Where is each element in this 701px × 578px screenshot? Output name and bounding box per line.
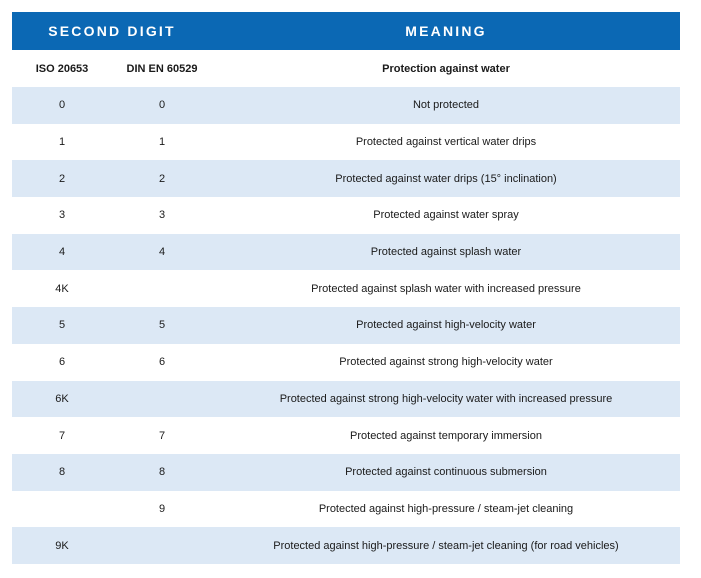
table-row <box>12 87 680 124</box>
din-cell: 5 <box>158 319 166 332</box>
table-row <box>12 527 680 564</box>
table-row <box>12 270 680 307</box>
iso-cell: 3 <box>58 209 66 222</box>
iso-cell: 9K <box>55 539 69 552</box>
iso-cell: 2 <box>58 172 66 185</box>
meaning-cell: Protected against splash water <box>370 246 522 259</box>
table-row <box>12 307 680 344</box>
meaning-cell: Not protected <box>412 99 480 112</box>
table-row <box>12 417 680 454</box>
iso-cell: 6K <box>55 392 69 405</box>
table-row <box>12 454 680 491</box>
table-row <box>12 344 680 381</box>
meaning-cell: Protected against temporary immersion <box>350 429 542 442</box>
din-cell: 9 <box>158 502 166 515</box>
iso-cell: 6 <box>58 356 66 369</box>
din-cell: 4 <box>158 246 166 259</box>
iso-column-label: ISO 20653 <box>35 62 89 75</box>
column-subheader <box>12 50 680 87</box>
table-row <box>12 124 680 161</box>
din-cell: 0 <box>158 99 166 112</box>
ip-rating-table <box>12 12 680 564</box>
iso-cell: 8 <box>58 466 66 479</box>
table-row <box>12 491 680 528</box>
meaning-cell: Protected against vertical water drips <box>355 136 537 149</box>
din-cell: 7 <box>158 429 166 442</box>
meaning-cell: Protected against high-velocity water <box>356 319 536 332</box>
meaning-cell: Protected against high-pressure / steam-jet cleaning <box>318 502 574 515</box>
iso-cell: 7 <box>58 429 66 442</box>
meaning-cell: Protected against strong high-velocity water with increased pressure <box>279 392 613 405</box>
iso-cell: 0 <box>58 99 66 112</box>
iso-cell: 4 <box>58 246 66 259</box>
meaning-cell: Protected against strong high-velocity water <box>339 356 553 369</box>
din-cell: 3 <box>158 209 166 222</box>
iso-cell: 4K <box>55 282 69 295</box>
din-cell: 1 <box>158 136 166 149</box>
second-digit-heading: SECOND DIGIT <box>48 23 176 39</box>
table-row <box>12 160 680 197</box>
iso-cell: 5 <box>58 319 66 332</box>
din-cell: 2 <box>158 172 166 185</box>
din-cell: 8 <box>158 466 166 479</box>
table-header <box>12 12 680 50</box>
table-row <box>12 381 680 418</box>
meaning-cell: Protected against water drips (15° inclination) <box>335 172 557 185</box>
meaning-cell: Protected against high-pressure / steam-jet cleaning (for road vehicles) <box>273 539 619 552</box>
table-row <box>12 197 680 234</box>
meaning-cell: Protected against splash water with increased pressure <box>311 282 581 295</box>
iso-cell: 1 <box>58 136 66 149</box>
din-column-label: DIN EN 60529 <box>126 62 198 75</box>
meaning-heading: MEANING <box>405 23 487 39</box>
table-row <box>12 234 680 271</box>
din-cell: 6 <box>158 356 166 369</box>
protection-column-label: Protection against water <box>382 62 510 75</box>
meaning-cell: Protected against water spray <box>373 209 519 222</box>
meaning-cell: Protected against continuous submersion <box>345 466 547 479</box>
table-body <box>12 87 680 564</box>
